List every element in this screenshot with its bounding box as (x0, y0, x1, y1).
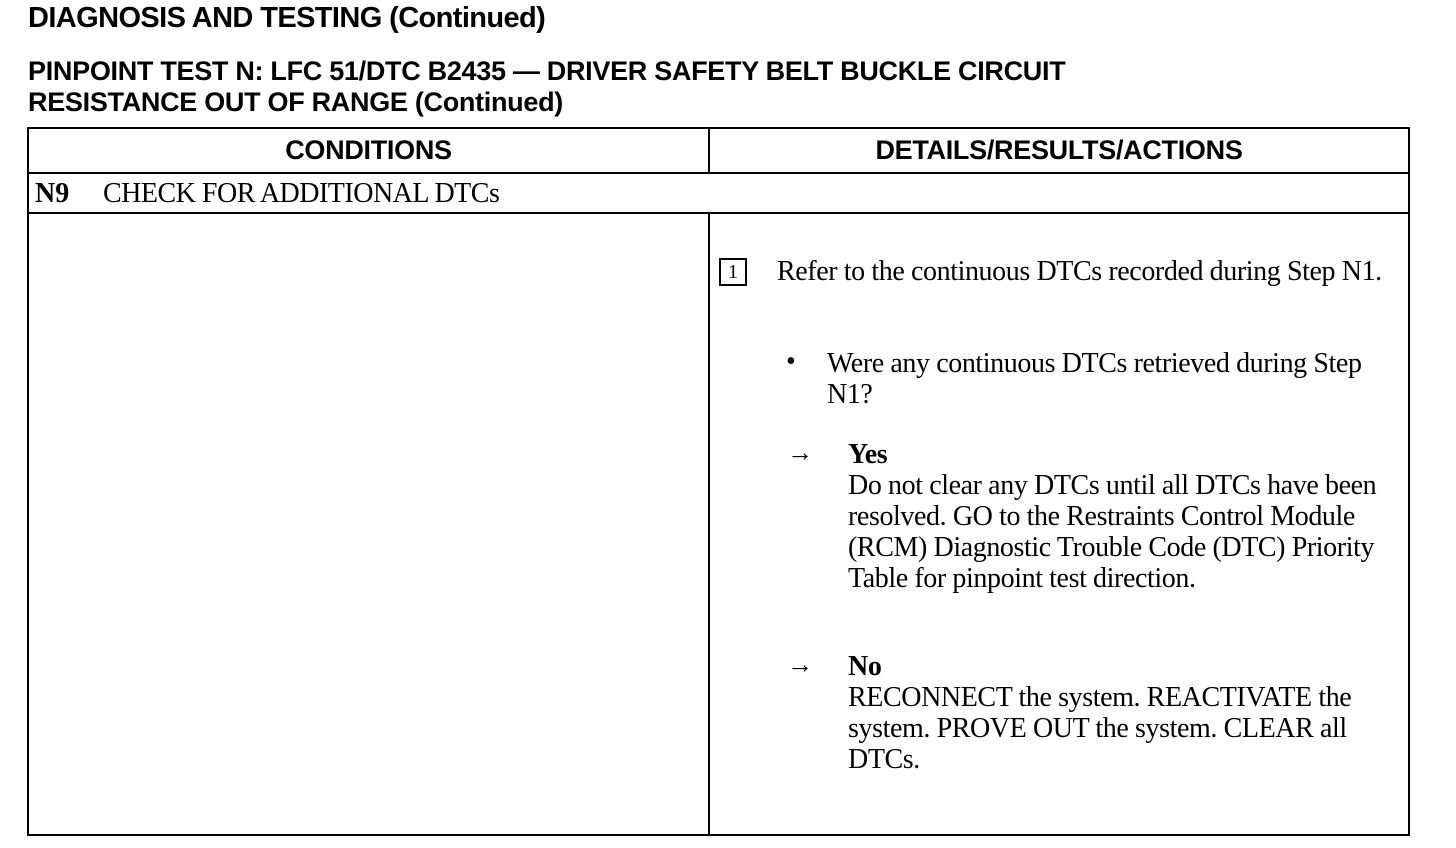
step-row (29, 174, 1408, 214)
yes-action-text: Do not clear any DTCs until all DTCs have been resolved. GO to the Restraints Control Module (RCM) Diagnostic Trouble Code (DTC) Priority Table for pinpoint test direction. (848, 470, 1377, 594)
arrow-right-icon: → (787, 650, 813, 679)
question-text: Were any continuous DTCs retrieved during Step N1? (827, 348, 1362, 410)
table-header-row (29, 129, 1408, 174)
yes-result (848, 439, 1408, 594)
no-action-text: RECONNECT the system. REACTIVATE the system. PROVE OUT the system. CLEAR all DTCs. (848, 682, 1352, 775)
test-title-line-2: RESISTANCE OUT OF RANGE (Continued) (28, 87, 563, 117)
conditions-column-header: CONDITIONS (29, 129, 710, 172)
yes-label: Yes (848, 439, 888, 470)
instruction-text: Refer to the continuous DTCs recorded during Step N1. (777, 256, 1382, 287)
details-column-header: DETAILS/RESULTS/ACTIONS (875, 135, 1243, 165)
bullet-icon: • (786, 346, 796, 377)
pinpoint-test-table (27, 127, 1410, 836)
no-label: No (848, 651, 882, 682)
no-result (848, 651, 1408, 775)
page-title: DIAGNOSIS AND TESTING (Continued) (28, 2, 546, 34)
step-title: CHECK FOR ADDITIONAL DTCs (103, 178, 500, 209)
arrow-right-icon: → (787, 438, 813, 467)
pinpoint-test-title (28, 56, 1065, 118)
substep-number-box: 1 (719, 258, 747, 286)
details-cell (710, 214, 1408, 834)
step-number: N9 (35, 178, 70, 209)
test-title-line-1: PINPOINT TEST N: LFC 51/DTC B2435 — DRIVER SAFETY BELT BUCKLE CIRCUIT (28, 56, 1066, 86)
